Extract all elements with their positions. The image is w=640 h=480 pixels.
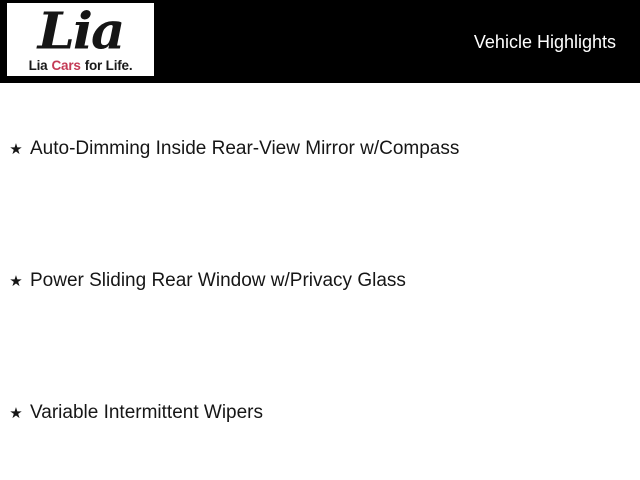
highlights-list bbox=[0, 83, 640, 480]
highlight-label: Auto-Dimming Inside Rear-View Mirror w/Compass bbox=[30, 137, 460, 159]
page-title: Vehicle Highlights bbox=[473, 31, 616, 52]
dealer-logo bbox=[7, 3, 154, 76]
logo-wordmark: Lia bbox=[37, 1, 124, 61]
star-bullet-icon: ★ bbox=[9, 140, 23, 158]
list-item bbox=[0, 348, 640, 480]
logo-tagline bbox=[29, 59, 133, 73]
star-bullet-icon: ★ bbox=[9, 272, 23, 290]
highlight-label: Variable Intermittent Wipers bbox=[30, 402, 264, 424]
list-item bbox=[0, 215, 640, 347]
list-item bbox=[0, 83, 640, 215]
header-bar bbox=[0, 0, 640, 83]
star-bullet-icon: ★ bbox=[9, 405, 23, 423]
logo-tagline-post: for Life. bbox=[84, 58, 133, 73]
highlight-label: Power Sliding Rear Window w/Privacy Glass bbox=[30, 270, 406, 292]
logo-tagline-accent: Cars bbox=[51, 58, 81, 73]
logo-tagline-pre: Lia bbox=[28, 58, 48, 73]
